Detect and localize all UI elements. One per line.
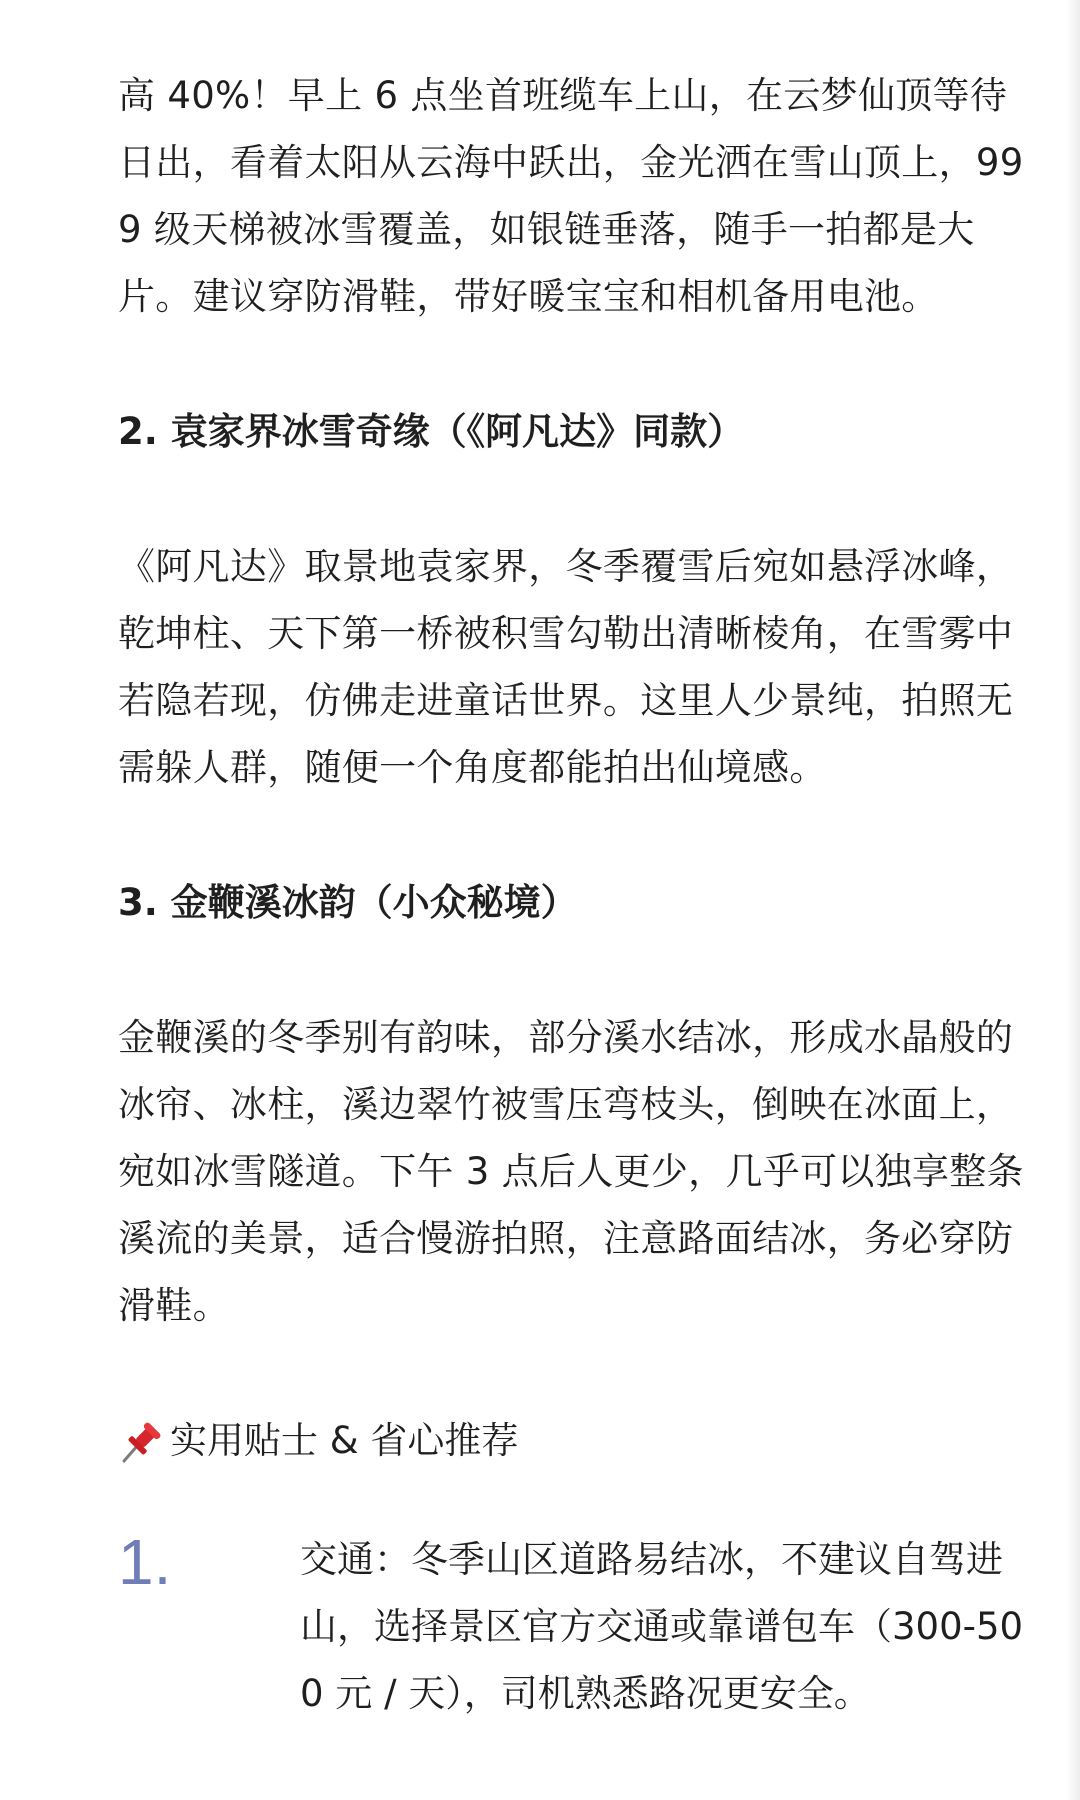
tips-title: 实用贴士 & 省心推荐 [170,1419,519,1462]
spacer [118,801,1026,869]
tip-list-item [118,1526,1026,1727]
spacer [118,1339,1026,1407]
spacer [118,936,1026,1004]
tips-heading [118,1407,1026,1474]
spacer [118,465,1026,533]
article-content [118,62,1026,1727]
tip-text: 交通：冬季山区道路易结冰，不建议自驾进山，选择景区官方交通或靠谱包车（300-500 元 / 天），司机熟悉路况更安全。 [300,1538,1024,1715]
tip-number: 1. [118,1526,172,1598]
section-heading-jinbianxi: 3. 金鞭溪冰韵（小众秘境） [118,881,578,924]
pushpin-icon [118,1419,162,1463]
section-heading-yuanjiajie: 2. 袁家界冰雪奇缘（《阿凡达》同款） [118,410,745,453]
page-edge-shadow [1066,0,1080,1800]
paragraph-sunrise: 高 40%！早上 6 点坐首班缆车上山，在云梦仙顶等待日出，看着太阳从云海中跃出，金光洒在雪山顶上，999 级天梯被冰雪覆盖，如银链垂落，随手一拍都是大片。建议穿防滑鞋，带好暖宝宝和相机备用电池。 [118,74,1024,318]
paragraph-yuanjiajie: 《阿凡达》取景地袁家界，冬季覆雪后宛如悬浮冰峰，乾坤柱、天下第一桥被积雪勾勒出清晰棱角，在雪雾中若隐若现，仿佛走进童话世界。这里人少景纯，拍照无需躲人群，随便一个角度都能拍出仙境感。 [118,545,1014,789]
spacer [118,330,1026,398]
paragraph-jinbianxi: 金鞭溪的冬季别有韵味，部分溪水结冰，形成水晶般的冰帘、冰柱，溪边翠竹被雪压弯枝头，倒映在冰面上，宛如冰雪隧道。下午 3 点后人更少，几乎可以独享整条溪流的美景，适合慢游拍照，注意路面结冰，务必穿防滑鞋。 [118,1016,1024,1327]
